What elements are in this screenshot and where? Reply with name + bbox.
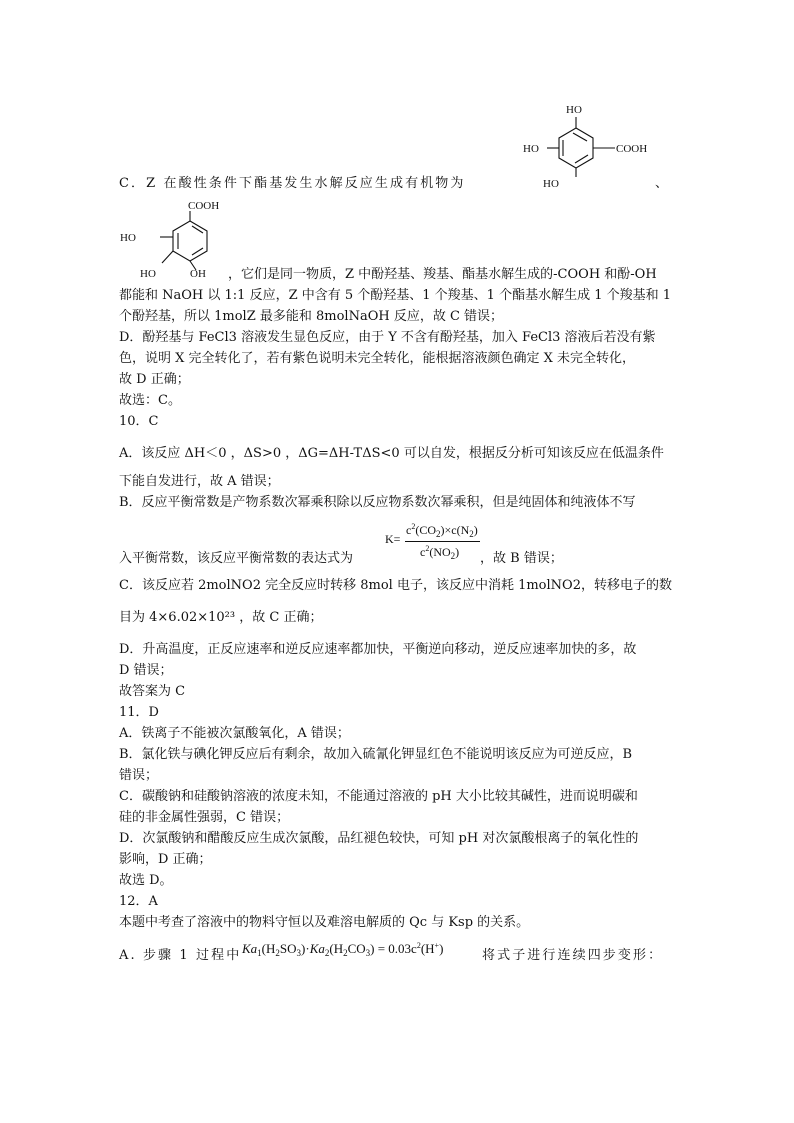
d-line-1: D．酚羟基与 FeCl3 溶液发生显色反应，由于 Y 不含有酚羟基，加入 FeCl3 溶液后若没有紫 bbox=[119, 330, 656, 345]
equilibrium-constant-formula bbox=[385, 522, 480, 562]
q10-a-line-1: A．该反应 ΔH＜0 ，ΔS>0 ，ΔG=ΔH-TΔS<0 可以自发，根据反分析可知该反应在低温条件 bbox=[119, 446, 664, 461]
q11-b-line-2: 错误； bbox=[119, 768, 159, 783]
q12-intro: 本题中考查了溶液中的物料守恒以及难溶电解质的 Qc 与 Ksp 的关系。 bbox=[119, 915, 530, 930]
c-line-2: 都能和 NaOH 以 1:1 反应，Z 中含有 5 个酚羟基、1 个羧基、1 个酯基水解生成 1 个羧基和 1 bbox=[119, 288, 672, 303]
answer-9: 故选：C。 bbox=[119, 393, 181, 408]
q12-a-pre: A. 步骤 1 过程中 bbox=[119, 948, 242, 963]
q10-a-line-2: 下能自发进行，故 A 错误； bbox=[119, 474, 280, 489]
answer-11: 故选 D。 bbox=[119, 873, 173, 888]
mol1-ho-top: HO bbox=[566, 104, 582, 116]
gallic-acid-structure-2 bbox=[118, 197, 228, 282]
mol2-oh-br: OH bbox=[190, 268, 206, 280]
c-line-3: 个酚羟基，所以 1molZ 最多能和 8molNaOH 反应，故 C 错误； bbox=[119, 309, 504, 324]
q11-d-line-2: 影响，D 正确； bbox=[119, 852, 212, 867]
q10-d-line-2: D 错误； bbox=[119, 663, 173, 678]
ka-product-formula: $Ka_1(H_2SO_3)\cdot Ka_2(H_2CO_3) = 0.03c^2(H^+)$ bbox=[242, 941, 444, 958]
fraction-bar bbox=[405, 541, 480, 542]
c-intro-tail: 、 bbox=[655, 176, 669, 191]
q10-c-line-1: C．该反应若 2molNO2 完全反应时转移 8mol 电子，该反应中消耗 1molNO2，转移电子的数 bbox=[119, 578, 672, 593]
q11-d-line-1: D．次氯酸钠和醋酸反应生成次氯酸，品红褪色较快，可知 pH 对次氯酸根离子的氧化性的 bbox=[119, 831, 639, 846]
mol2-ho-left: HO bbox=[120, 232, 136, 244]
q11-b-line-1: B．氯化铁与碘化钾反应后有剩余，故加入硫氰化钾显红色不能说明该反应为可逆反应，B bbox=[119, 747, 633, 762]
mol1-ho-mid: HO bbox=[523, 143, 539, 155]
q11-c-line-1: C．碳酸钠和硅酸钠溶液的浓度未知，不能通过溶液的 pH 大小比较其碱性，进而说明碳和 bbox=[119, 789, 638, 804]
q10-b-line-1: B．反应平衡常数是产物系数次幂乘积除以反应物系数次幂乘积，但是纯固体和纯液体不写 bbox=[119, 495, 636, 510]
gallic-acid-structure-1 bbox=[515, 100, 655, 192]
q12-a-post: 将式子进行连续四步变形： bbox=[482, 948, 664, 963]
k-label: K= bbox=[385, 532, 401, 546]
mol2-cooh: COOH bbox=[188, 200, 220, 212]
q11-c-line-2: 硅的非金属性强弱，C 错误； bbox=[119, 810, 290, 825]
q10-b-line-2-post: ，故 B 错误； bbox=[480, 551, 563, 566]
mol2-ho-bl: HO bbox=[140, 268, 156, 280]
question-12-heading: 12．A bbox=[119, 894, 158, 909]
d-line-3: 故 D 正确； bbox=[119, 372, 190, 387]
q10-b-line-2-pre: 入平衡常数，该反应平衡常数的表达式为 bbox=[119, 551, 354, 566]
k-denominator: $c^2(NO_2)$ bbox=[420, 544, 460, 561]
k-numerator: $c^2(CO_2)\times c(N_2)$ bbox=[406, 522, 478, 539]
question-11-heading: 11．D bbox=[119, 705, 159, 720]
question-10-heading: 10．C bbox=[119, 414, 159, 429]
mol1-cooh: COOH bbox=[616, 143, 648, 155]
c-intro-line: C．Z 在酸性条件下酯基发生水解反应生成有机物为 bbox=[119, 176, 466, 191]
answer-10: 故答案为 C bbox=[119, 684, 186, 699]
d-line-2: 色，说明 X 完全转化了，若有紫色说明未完全转化，能根据溶液颜色确定 X 未完全转化， bbox=[119, 351, 636, 366]
q11-a: A．铁离子不能被次氯酸氧化，A 错误； bbox=[119, 726, 350, 741]
q10-c-line-2: 目为 4×6.02×10²³ ，故 C 正确； bbox=[119, 610, 323, 625]
c-after-mol2: ，它们是同一物质，Z 中酚羟基、羧基、酯基水解生成的-COOH 和酚-OH bbox=[228, 267, 657, 282]
mol1-ho-bot: HO bbox=[543, 178, 559, 190]
q10-d-line-1: D．升高温度，正反应速率和逆反应速率都加快，平衡逆向移动，逆反应速率加快的多，故 bbox=[119, 642, 637, 657]
